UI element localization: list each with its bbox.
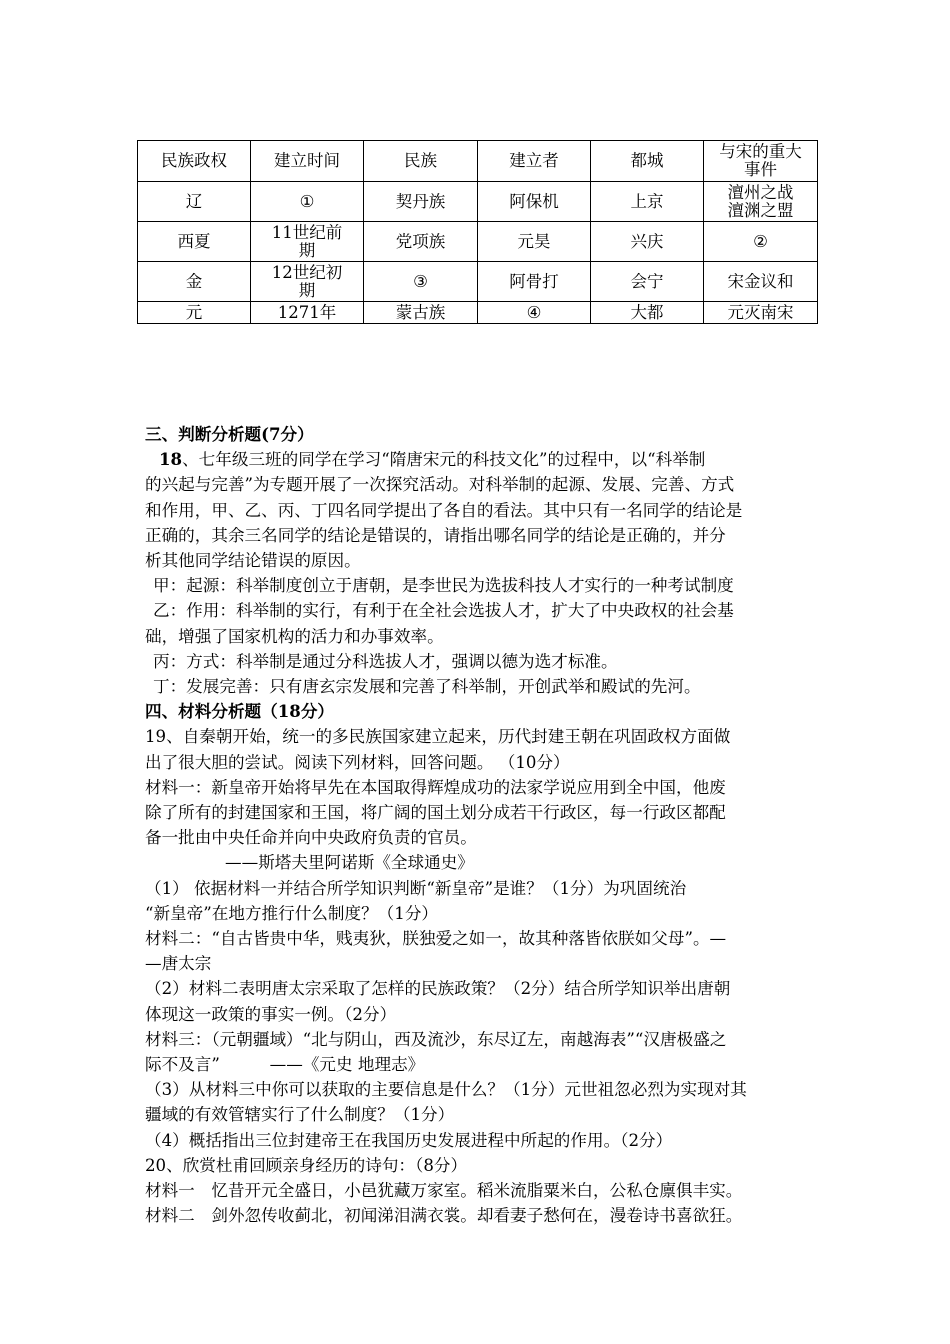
cell-line: 期 (298, 240, 316, 260)
statement-ding: 丁：发展完善：只有唐玄宗发展和完善了科举制，开创武举和殿试的先河。 (153, 677, 701, 697)
table-cell (251, 222, 364, 262)
material-citation: ——斯塔夫里阿诺斯《全球通史》 (225, 853, 474, 873)
table-cell: 会宁 (591, 262, 704, 302)
question-line: 体现这一政策的事实一例。（2分） (145, 1004, 397, 1024)
table-cell: 元灭南宋 (704, 302, 818, 324)
table-row (138, 182, 818, 222)
table-row (138, 222, 818, 262)
question-line: （2）材料二表明唐太宗采取了怎样的民族政策？（2分）结合所学知识举出唐朝 (145, 979, 731, 999)
section-title: 三、判断分析题(7分） (145, 424, 314, 444)
table-cell: 西夏 (138, 222, 251, 262)
table-cell: 阿保机 (478, 182, 591, 222)
table-cell: 党项族 (364, 222, 478, 262)
table-header-cell: 建立者 (478, 141, 591, 182)
question-line: 的兴起与完善”为专题开展了一次探究活动。对科举制的起源、发展、完善、方式 (145, 475, 735, 495)
table-cell: ④ (478, 302, 591, 324)
question-line: 析其他同学结论错误的原因。 (145, 551, 361, 571)
material-line: 际不及言” ——《元史 地理志》 (145, 1055, 425, 1075)
table-row (138, 262, 818, 302)
table-cell: 元 (138, 302, 251, 324)
table-cell: 阿骨打 (478, 262, 591, 302)
question-line: 19、自秦朝开始，统一的多民族国家建立起来，历代封建王朝在巩固政权方面做 (145, 727, 731, 747)
question-line: “新皇帝”在地方推行什么制度？（1分） (145, 903, 439, 923)
cell-line: 与宋的重大 (719, 142, 802, 161)
table-cell: 大都 (591, 302, 704, 324)
poem-line: 材料一 忆昔开元全盛日，小邑犹藏万家室。稻米流脂粟米白，公私仓廪俱丰实。 (145, 1181, 743, 1201)
question-text: 、七年级三班的同学在学习“隋唐宋元的科技文化”的过程中，以“科举制 (182, 450, 706, 470)
table-cell: 契丹族 (364, 182, 478, 222)
table-header-row (138, 141, 818, 182)
table-cell: 辽 (138, 182, 251, 222)
table-header-cell: 民族 (364, 141, 478, 182)
table-cell: ② (704, 222, 818, 262)
table-cell (704, 182, 818, 222)
table-header-cell: 都城 (591, 141, 704, 182)
question-line: 20、欣赏杜甫回顾亲身经历的诗句：（8分） (145, 1155, 468, 1175)
statement-yi: 乙：作用：科举制的实行，有利于在全社会选拔人才，扩大了中央政权的社会基 (153, 601, 734, 621)
question-line: （3）从材料三中你可以获取的主要信息是什么？（1分）元世祖忽必烈为实现对其 (145, 1080, 747, 1100)
table-row (138, 302, 818, 324)
table-cell: 蒙古族 (364, 302, 478, 324)
material-line: 材料二：“自古皆贵中华，贱夷狄，朕独爱之如一，故其种落皆依朕如父母”。— (145, 929, 727, 949)
table-cell (251, 262, 364, 302)
dynasty-table (137, 140, 818, 324)
cell-line: 11世纪前 (271, 222, 343, 242)
section-title: 四、材料分析题（18分） (145, 701, 335, 722)
table-cell: 上京 (591, 182, 704, 222)
material-line: 除了所有的封建国家和王国，将广阔的国土划分成若干行政区，每一行政区都配 (145, 803, 726, 823)
question-line: （4）概括指出三位封建帝王在我国历史发展进程中所起的作用。（2分） (145, 1130, 673, 1150)
material-line: 材料一：新皇帝开始将早先在本国取得辉煌成功的法家学说应用到全中国，他废 (145, 777, 726, 797)
question-line: 疆域的有效管辖实行了什么制度？（1分） (145, 1105, 455, 1125)
table-cell: ③ (364, 262, 478, 302)
question-line: 出了很大胆的尝试。阅读下列材料，回答问题。 （10分） (145, 752, 570, 772)
statement-yi-cont: 础，增强了国家机构的活力和办事效率。 (145, 626, 444, 646)
table-cell: 1271年 (251, 302, 364, 324)
material-line: 备一批由中央任命并向中央政府负责的官员。 (145, 828, 477, 848)
cell-line: 期 (298, 280, 316, 300)
question-number: 18 (159, 449, 183, 470)
cell-line: 澶州之战 (727, 182, 794, 202)
question-line (145, 447, 815, 472)
question-line: 和作用，甲、乙、丙、丁四名同学提出了各自的看法。其中只有一名同学的结论是 (145, 500, 743, 520)
statement-bing: 丙：方式：科举制是通过分科选拔人才，强调以德为选才标准。 (153, 651, 618, 671)
poem-line: 材料二 剑外忽传收蓟北，初闻涕泪满衣裳。却看妻子愁何在，漫卷诗书喜欲狂。 (145, 1206, 743, 1226)
table-header-cell: 民族政权 (138, 141, 251, 182)
cell-line: 事件 (744, 160, 777, 179)
table-header-cell: 建立时间 (251, 141, 364, 182)
table-cell: 金 (138, 262, 251, 302)
material-line: 材料三：（元朝疆域）“北与阴山，西及流沙，东尽辽左，南越海表”“汉唐极盛之 (145, 1029, 727, 1049)
table-header-cell (704, 141, 818, 182)
question-line: 正确的，其余三名同学的结论是错误的，请指出哪名同学的结论是正确的，并分 (145, 525, 726, 545)
table-cell: ① (251, 182, 364, 222)
statement-jia: 甲：起源：科举制度创立于唐朝，是李世民为选拔科技人才实行的一种考试制度 (153, 576, 734, 596)
question-line: （1） 依据材料一并结合所学知识判断“新皇帝”是谁？（1分）为巩固统治 (145, 878, 687, 898)
table-cell: 宋金议和 (704, 262, 818, 302)
table-cell: 元昊 (478, 222, 591, 262)
material-line: —唐太宗 (145, 954, 212, 974)
table-cell: 兴庆 (591, 222, 704, 262)
question-body (145, 422, 815, 1229)
cell-line: 12世纪初 (271, 262, 343, 282)
cell-line: 澶渊之盟 (727, 200, 794, 220)
